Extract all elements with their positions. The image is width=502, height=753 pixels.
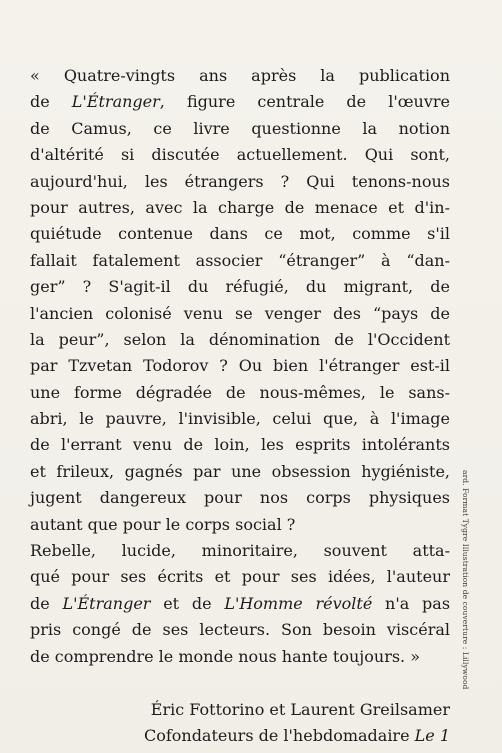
quote-text: par Tzvetan Todorov ? Ou bien l'étranger est-il bbox=[30, 356, 450, 376]
book-title-italic: L'Étranger bbox=[62, 593, 151, 613]
quote-text: , figure centrale de l'œuvre bbox=[159, 92, 450, 112]
format-credit: ard. Format Tygre bbox=[461, 470, 470, 542]
quote-text: d'altérité si discutée actuellement. Qui sont, bbox=[30, 145, 450, 165]
quote-text: qué pour ses écrits et pour ses idées, l'auteur bbox=[30, 567, 450, 587]
illustration-credit: Illustration de couverture : Lillywood bbox=[461, 543, 470, 690]
quote-text: ger” ? S'agit-il du réfugié, du migrant, de bbox=[30, 277, 450, 297]
quote-line bbox=[30, 221, 450, 247]
quote-line bbox=[30, 248, 450, 274]
quote-text: Rebelle, lucide, minoritaire, souvent atta- bbox=[30, 541, 450, 561]
quote-text: pris congé de ses lecteurs. Son besoin viscéral bbox=[30, 620, 450, 640]
quote-text: de Camus, ce livre questionne la notion bbox=[30, 118, 450, 138]
quote-line bbox=[30, 274, 450, 300]
quote-line bbox=[30, 169, 450, 195]
signature-authors: Éric Fottorino et Laurent Greilsamer bbox=[150, 700, 450, 719]
quote-line bbox=[30, 485, 450, 511]
quote-line bbox=[30, 195, 450, 221]
quote-text: et frileux, gagnés par une obsession hygiéniste, bbox=[30, 461, 450, 481]
blurb-quote bbox=[30, 63, 450, 670]
signature-publication-title: Le 1 bbox=[414, 726, 450, 745]
quote-line bbox=[30, 301, 450, 327]
quote-text: de bbox=[30, 92, 72, 112]
quote-text: fallait fatalement associer “étranger” à “dan- bbox=[30, 250, 450, 270]
quote-text: l'ancien colonisé venu se venger des “pays de bbox=[30, 303, 450, 323]
quote-text: de comprendre le monde nous hante toujours. » bbox=[30, 646, 421, 666]
quote-line bbox=[30, 142, 450, 168]
quote-line bbox=[30, 564, 450, 590]
quote-line bbox=[30, 89, 450, 115]
signature bbox=[90, 697, 450, 749]
quote-text: aujourd'hui, les étrangers ? Qui tenons-nous bbox=[30, 171, 450, 191]
quote-text: et de bbox=[150, 593, 225, 613]
quote-line bbox=[30, 644, 450, 670]
quote-text: de l'errant venu de loin, les esprits intolérants bbox=[30, 435, 450, 455]
book-title-italic: L'Étranger bbox=[71, 92, 160, 112]
quote-line bbox=[30, 380, 450, 406]
quote-text: « Quatre-vingts ans après la publication bbox=[30, 66, 450, 85]
quote-line bbox=[30, 327, 450, 353]
signature-role-text: Cofondateurs de l'hebdomadaire bbox=[143, 726, 415, 745]
quote-line bbox=[30, 591, 450, 617]
quote-line bbox=[30, 512, 450, 538]
quote-line bbox=[30, 63, 450, 89]
quote-line bbox=[30, 432, 450, 458]
quote-line bbox=[30, 353, 450, 379]
quote-text: la peur”, selon la dénomination de l'Occident bbox=[30, 329, 450, 349]
quote-text: une forme dégradée de nous-mêmes, le sans- bbox=[30, 382, 450, 402]
quote-text: jugent dangereux pour nos corps physiques bbox=[30, 488, 450, 508]
quote-line bbox=[30, 538, 450, 564]
quote-text: de bbox=[30, 593, 63, 613]
quote-text: abri, le pauvre, l'invisible, celui que, à l'image bbox=[30, 409, 450, 429]
quote-text: n'a pas bbox=[372, 593, 451, 613]
quote-line bbox=[30, 617, 450, 643]
quote-text: quiétude contenue dans ce mot, comme s'il bbox=[30, 224, 450, 244]
quote-line bbox=[30, 116, 450, 142]
quote-text: pour autres, avec la charge de menace et d'in- bbox=[30, 197, 450, 217]
quote-line bbox=[30, 406, 450, 432]
cover-credit-vertical bbox=[461, 470, 470, 730]
quote-text: autant que pour le corps social ? bbox=[30, 514, 296, 534]
book-title-italic: L'Homme révolté bbox=[224, 593, 373, 613]
quote-line bbox=[30, 459, 450, 485]
signature-role bbox=[90, 723, 450, 749]
